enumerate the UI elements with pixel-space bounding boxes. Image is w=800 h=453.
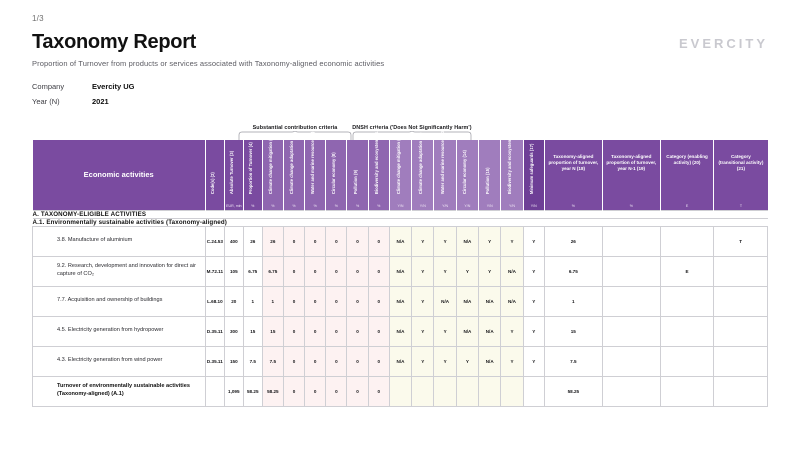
cell-c12: N/A [434, 286, 456, 316]
cell-c7: 0 [326, 286, 347, 316]
cell-c9: 0 [368, 256, 389, 286]
col-header-unit: Y/N [508, 203, 515, 208]
cell-c11: Y [412, 256, 434, 286]
col-header-3 [243, 140, 262, 210]
substantial-criteria-bracket [238, 125, 352, 140]
cell-c10: N/A [389, 256, 411, 286]
cell-c11: Y [412, 226, 434, 256]
cell-c19: E [660, 256, 714, 286]
cell-c7: 0 [326, 316, 347, 346]
section-a-row [33, 210, 768, 218]
cell-c13: N/A [456, 226, 478, 256]
cell-c20 [714, 316, 768, 346]
cell-c17: 6.75 [544, 256, 602, 286]
cell-c3: 1 [243, 286, 262, 316]
cell-c16: Y [523, 346, 544, 376]
cell-c16 [523, 376, 544, 406]
meta-row-year [32, 97, 768, 106]
col-header-text: Circular economy (14) [462, 149, 468, 194]
col-header-4 [262, 135, 283, 210]
activity-name: 7.7. Acquisition and ownership of buildings [33, 286, 206, 316]
cell-c1: M.72.11 [205, 256, 224, 286]
cell-c10: N/A [389, 226, 411, 256]
cell-c3: 58.25 [243, 376, 262, 406]
cell-c4: 26 [262, 226, 283, 256]
cell-c2: 105 [224, 256, 243, 286]
col-header-unit: E [685, 203, 689, 208]
section-a-row-label: A. TAXONOMY-ELIGIBLE ACTIVITIES [33, 210, 768, 218]
col-header-unit: % [292, 203, 296, 208]
cell-c5: 0 [283, 226, 304, 256]
cell-c18 [602, 286, 660, 316]
col-header-text: Pollution (9) [352, 169, 358, 194]
cell-c14: Y [479, 226, 501, 256]
col-header-unit: Y/N [397, 203, 404, 208]
col-header-6 [305, 131, 326, 210]
cell-c8: 0 [347, 346, 368, 376]
cell-c3: 15 [243, 316, 262, 346]
cell-c1: L.68.10 [205, 286, 224, 316]
cell-c5: 0 [283, 286, 304, 316]
col-header-18 [602, 140, 660, 210]
col-header-9 [368, 127, 389, 210]
col-header-economic-activities: Economic activities [33, 140, 206, 210]
cell-c3: 7.5 [243, 346, 262, 376]
col-header-unit: Y/N [486, 203, 493, 208]
cell-c13: N/A [456, 316, 478, 346]
col-header-unit: % [313, 203, 317, 208]
col-header-17 [544, 140, 602, 210]
cell-c11: Y [412, 286, 434, 316]
cell-c20 [714, 346, 768, 376]
col-header-5 [283, 134, 304, 210]
col-header-text: Climate change adaptation (12) [417, 131, 423, 194]
col-header-text: Pollution (15) [484, 167, 490, 194]
br-sc-shape [238, 131, 352, 140]
col-header-text: Circular economy (8) [331, 152, 337, 194]
cell-c5: 0 [283, 316, 304, 346]
cell-c13: N/A [456, 286, 478, 316]
activity-name: 4.5. Electricity generation from hydropower [33, 316, 206, 346]
col-header-unit: % [271, 203, 275, 208]
cell-c20 [714, 376, 768, 406]
cell-c8: 0 [347, 256, 368, 286]
cell-c11: Y [412, 346, 434, 376]
col-header-unit: EUR, mln [226, 203, 242, 208]
cell-c9: 0 [368, 346, 389, 376]
col-header-text: Biodiversity and ecosystems (16) [506, 127, 512, 194]
section-a1-row [33, 218, 768, 226]
col-header-unit: % [355, 203, 360, 208]
col-header-unit: % [334, 203, 338, 208]
cell-c4: 7.5 [262, 346, 283, 376]
col-header-unit: Y/N [464, 203, 471, 208]
cell-c8: 0 [347, 286, 368, 316]
evercity-logo: EVERCITY [678, 36, 768, 51]
col-header-15 [501, 127, 523, 210]
activity-name: 9.2. Research, development and innovation for direct air capture of CO₂ [33, 256, 206, 286]
col-header-10 [389, 133, 411, 210]
col-header-text: Water and marine resources (13) [439, 129, 445, 194]
col-header-unit: % [571, 203, 575, 208]
cell-c18 [602, 346, 660, 376]
cell-c4: 15 [262, 316, 283, 346]
substantial-criteria-label: Substantial contribution criteria [252, 125, 338, 131]
col-header-13 [456, 140, 478, 210]
cell-c4: 58.25 [262, 376, 283, 406]
activity-name: 4.3. Electricity generation from wind power [33, 346, 206, 376]
cell-c10: N/A [389, 286, 411, 316]
cell-c17: 26 [544, 226, 602, 256]
cell-c5: 0 [283, 376, 304, 406]
cell-c15: N/A [501, 256, 523, 286]
cell-c8: 0 [347, 376, 368, 406]
table-row [33, 346, 768, 376]
cell-c18 [602, 256, 660, 286]
cell-c8: 0 [347, 226, 368, 256]
activity-name: 3.8. Manufacture of aluminium [33, 226, 206, 256]
col-header-unit: % [251, 203, 255, 208]
cell-c1: C.24.53 [205, 226, 224, 256]
cell-c5: 0 [283, 346, 304, 376]
col-header-text: Climate change mitigation (11) [395, 133, 401, 194]
cell-c11: Y [412, 316, 434, 346]
col-header-8 [347, 140, 368, 210]
col-header-2 [224, 140, 243, 210]
cell-c3: 6.75 [243, 256, 262, 286]
table-row [33, 226, 768, 256]
cell-c9: 0 [368, 226, 389, 256]
year-label: Year (N) [32, 97, 60, 106]
cell-c20 [714, 256, 768, 286]
cell-c12: Y [434, 346, 456, 376]
col-header-unit: Y/N [442, 203, 449, 208]
cell-c14: N/A [479, 286, 501, 316]
col-header-11 [412, 131, 434, 210]
col-header-text: Code(s) (2) [209, 172, 215, 194]
cell-c1: D.35.11 [205, 346, 224, 376]
cell-c15 [501, 376, 523, 406]
page-subtitle: Proportion of Turnover from products or services associated with Taxonomy-aligned economic activities [32, 59, 385, 68]
cell-c16: Y [523, 286, 544, 316]
cell-c6: 0 [305, 226, 326, 256]
col-header-text: Biodiversity and ecosystems (10) [373, 127, 379, 194]
col-header-19 [660, 140, 714, 210]
col-header-text: Climate change adaptation (6) [288, 134, 294, 194]
col-header-unit: Y/N [530, 203, 537, 208]
col-header-1 [205, 140, 224, 210]
cell-c15: Y [501, 226, 523, 256]
cell-c14 [479, 376, 501, 406]
company-label: Company [32, 82, 65, 91]
cell-c10: N/A [389, 346, 411, 376]
cell-c18 [602, 376, 660, 406]
cell-c12 [434, 376, 456, 406]
col-header-14 [479, 140, 501, 210]
cell-c15: N/A [501, 286, 523, 316]
cell-c14: N/A [479, 316, 501, 346]
cell-c9: 0 [368, 286, 389, 316]
cell-c10 [389, 376, 411, 406]
meta-row-company [32, 82, 768, 91]
cell-c12: Y [434, 226, 456, 256]
col-header-text: Proportion of Turnover (4) [247, 142, 253, 194]
cell-c9: 0 [368, 376, 389, 406]
cell-c16: Y [523, 226, 544, 256]
cell-c11 [412, 376, 434, 406]
col-header-12 [434, 129, 456, 210]
year-value: 2021 [92, 97, 109, 106]
col-header-unit: % [629, 203, 633, 208]
table-row [33, 256, 768, 286]
cell-c18 [602, 316, 660, 346]
col-header-text: Climate change mitigation (5) [267, 135, 273, 194]
table-body [33, 210, 768, 406]
col-header-text: Category (enabling activity) (20) [666, 154, 708, 166]
cell-c19 [660, 286, 714, 316]
cell-c2: 20 [224, 286, 243, 316]
cell-c20 [714, 286, 768, 316]
cell-c17: 15 [544, 316, 602, 346]
title-row [32, 31, 768, 54]
table-row [33, 316, 768, 346]
cell-c14: N/A [479, 346, 501, 376]
col-header-text: Taxonomy-aligned proportion of turnover, year N (18) [548, 154, 599, 172]
cell-c20: T [714, 226, 768, 256]
cell-c7: 0 [326, 346, 347, 376]
cell-c1: D.35.11 [205, 316, 224, 346]
col-header-text: Absolute Turnover (3) [228, 150, 234, 194]
dnsh-criteria-label: DNSH criteria ('Does Not Significantly Harm') [352, 125, 472, 131]
cell-c6: 0 [305, 316, 326, 346]
cell-c14: Y [479, 256, 501, 286]
cell-c6: 0 [305, 286, 326, 316]
col-header-unit: Y/N [419, 203, 426, 208]
cell-c18 [602, 226, 660, 256]
cell-c16: Y [523, 256, 544, 286]
col-header-text: Water and marine resources (7) [310, 131, 316, 194]
cell-c6: 0 [305, 376, 326, 406]
cell-c12: Y [434, 316, 456, 346]
col-header-text: Category (transitional activity) (21) [718, 154, 764, 172]
br-dnsh-shape [352, 131, 472, 140]
cell-c17: 7.5 [544, 346, 602, 376]
cell-c17: 1 [544, 286, 602, 316]
cell-c13: Y [456, 346, 478, 376]
col-header-text: Minimum safeguards (17) [528, 143, 534, 194]
cell-c13: Y [456, 256, 478, 286]
cell-c13 [456, 376, 478, 406]
cell-c12: Y [434, 256, 456, 286]
table-row [33, 376, 768, 406]
col-header-text: Taxonomy-aligned proportion of turnover, year N-1 (19) [606, 154, 657, 172]
activity-name: Turnover of environmentally sustainable activities (Taxonomy-aligned) (A.1) [33, 376, 206, 406]
cell-c9: 0 [368, 316, 389, 346]
cell-c7: 0 [326, 256, 347, 286]
cell-c8: 0 [347, 316, 368, 346]
cell-c3: 26 [243, 226, 262, 256]
cell-c19 [660, 346, 714, 376]
cell-c5: 0 [283, 256, 304, 286]
cell-c1 [205, 376, 224, 406]
cell-c2: 400 [224, 226, 243, 256]
page-number: 1/3 [32, 14, 44, 23]
cell-c15: Y [501, 316, 523, 346]
cell-c6: 0 [305, 346, 326, 376]
company-value: Evercity UG [92, 82, 135, 91]
cell-c2: 300 [224, 316, 243, 346]
cell-c19 [660, 376, 714, 406]
cell-c10: N/A [389, 316, 411, 346]
col-header-7 [326, 140, 347, 210]
cell-c7: 0 [326, 376, 347, 406]
cell-c2: 1,095 [224, 376, 243, 406]
cell-c19 [660, 226, 714, 256]
col-header-unit: % [377, 203, 381, 208]
cell-c4: 1 [262, 286, 283, 316]
report-meta [32, 82, 768, 106]
cell-c2: 150 [224, 346, 243, 376]
cell-c15: Y [501, 346, 523, 376]
cell-c4: 6.75 [262, 256, 283, 286]
col-header-unit: T [739, 203, 743, 208]
col-header-16 [523, 140, 544, 210]
section-a1-row-label: A.1. Environmentally sustainable activities (Taxonomy-aligned) [33, 218, 768, 226]
table-row [33, 286, 768, 316]
cell-c17: 58.25 [544, 376, 602, 406]
cell-c19 [660, 316, 714, 346]
page-title: Taxonomy Report [32, 31, 197, 53]
dnsh-criteria-bracket [352, 125, 472, 140]
cell-c6: 0 [305, 256, 326, 286]
col-header-20 [714, 140, 768, 210]
cell-c16: Y [523, 316, 544, 346]
cell-c7: 0 [326, 226, 347, 256]
